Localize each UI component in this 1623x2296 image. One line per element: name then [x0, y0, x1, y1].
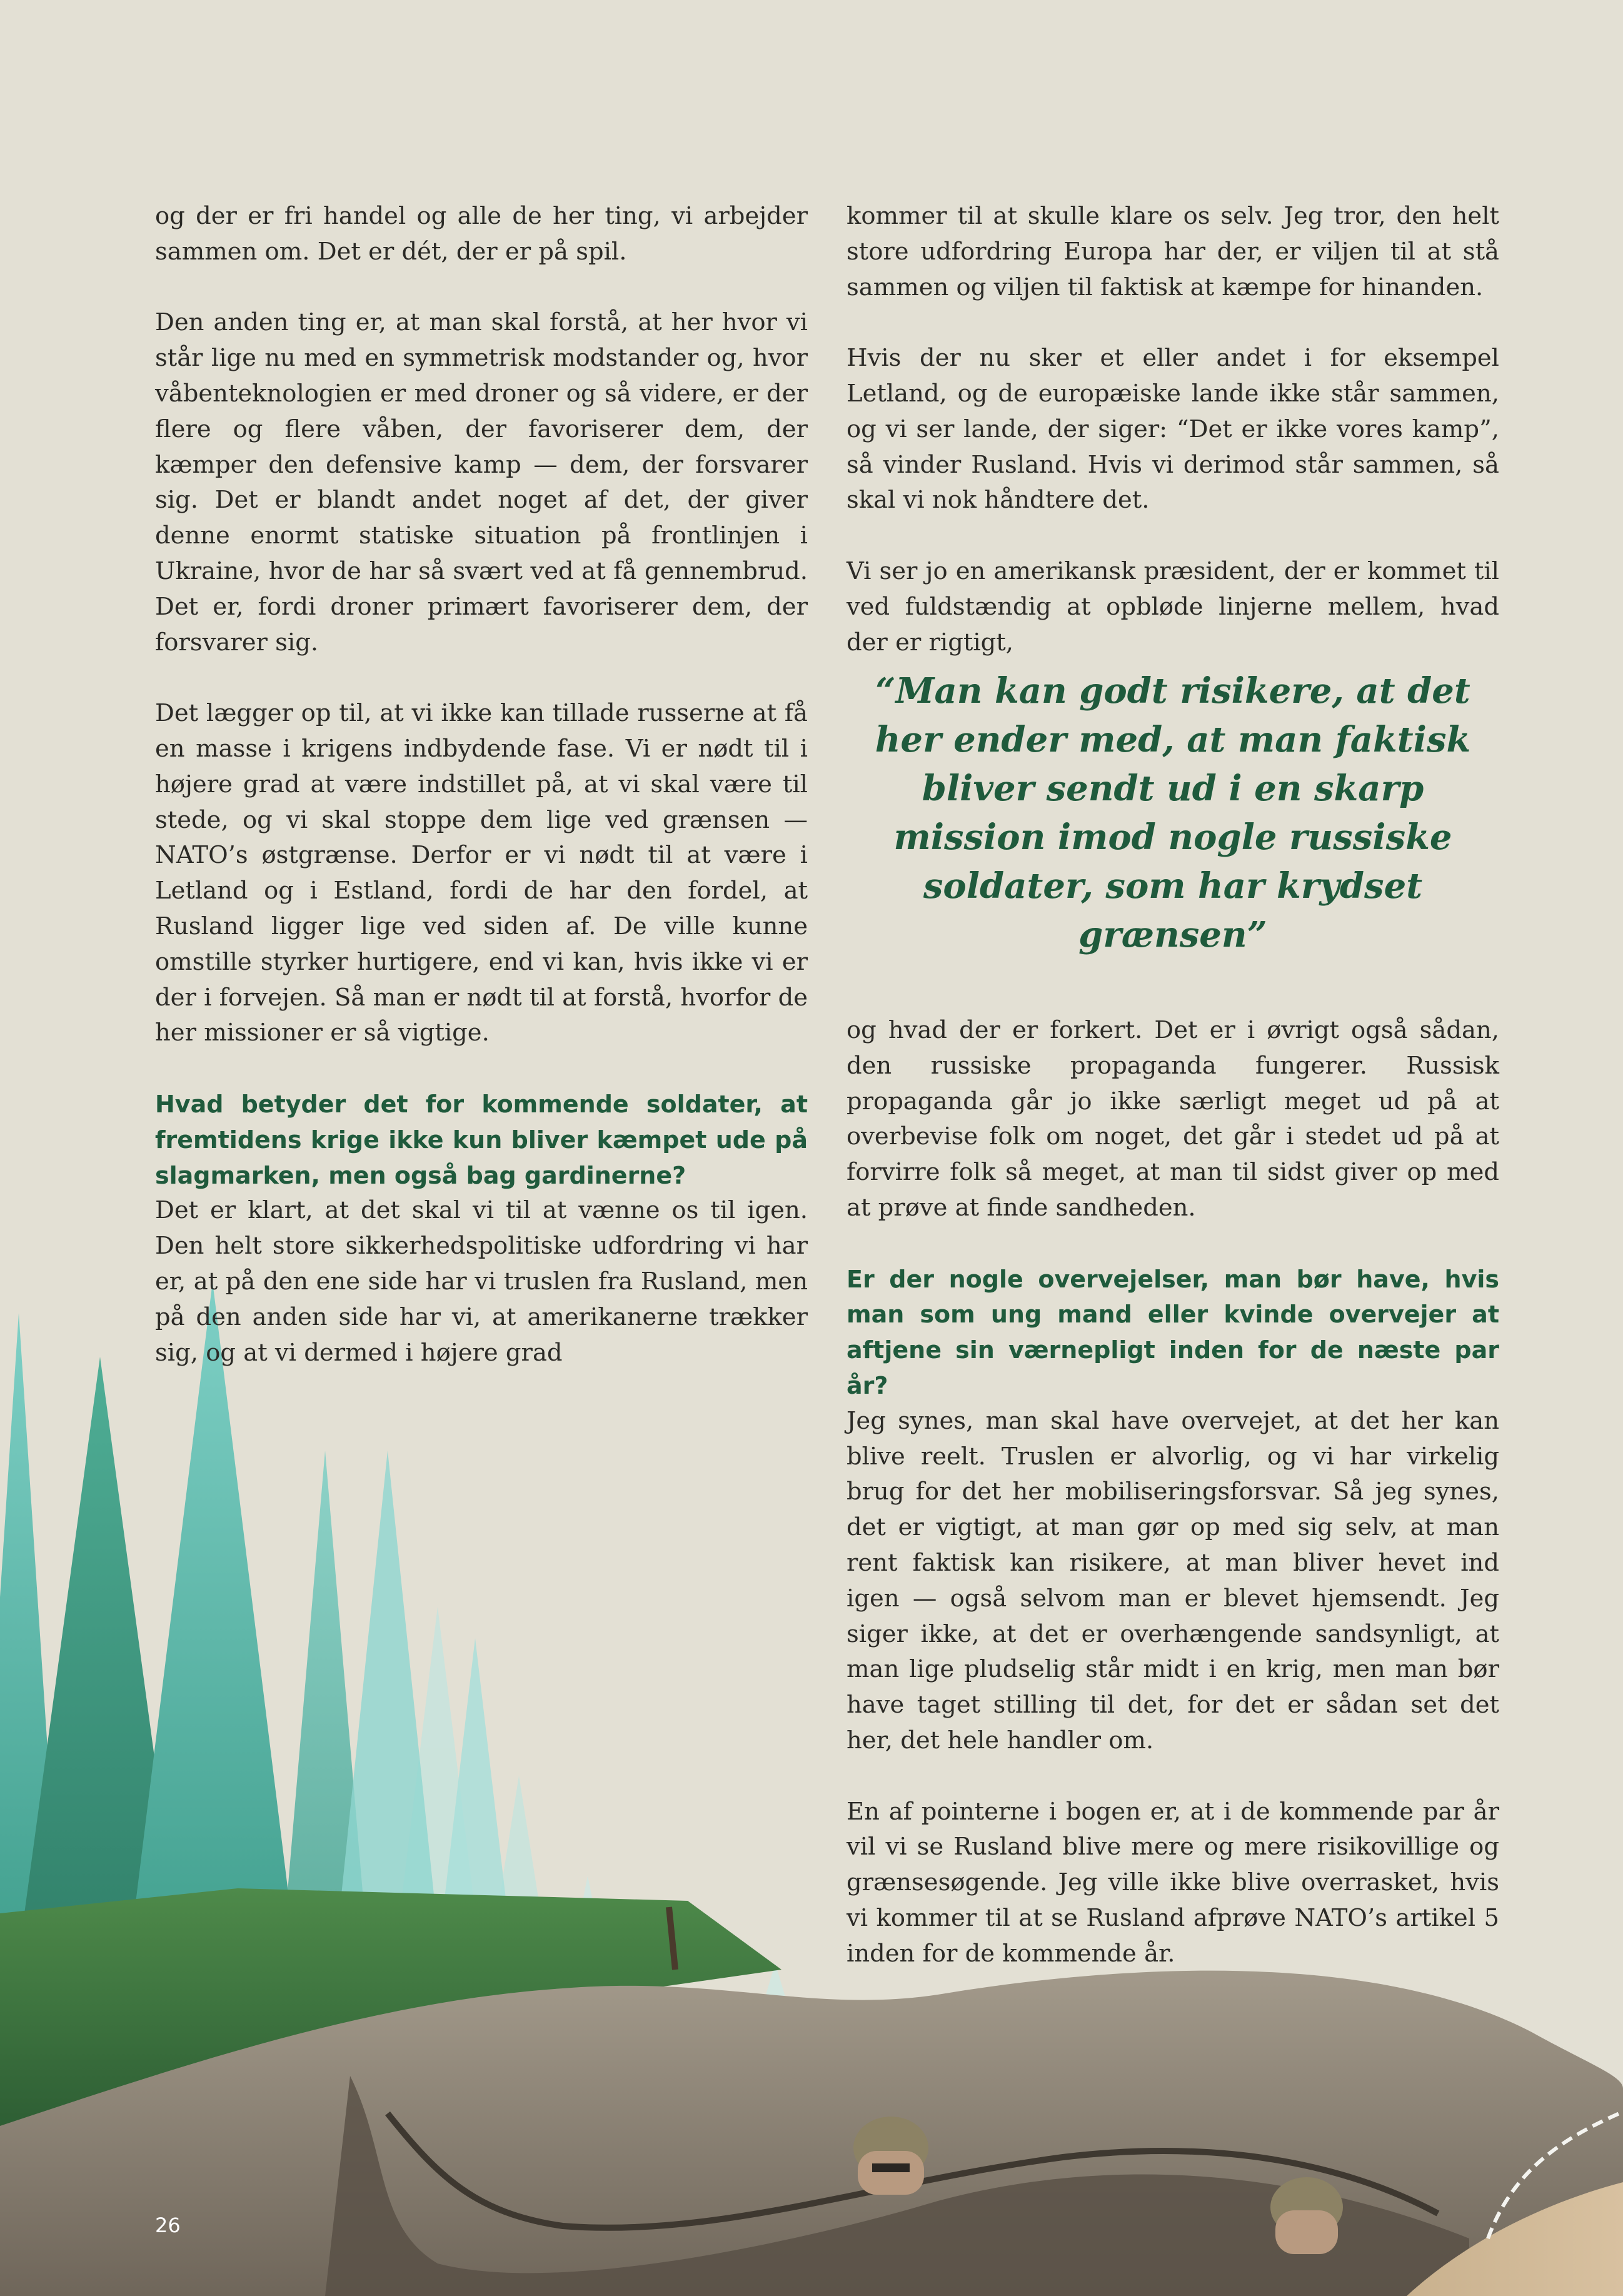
paragraph: og hvad der er forkert. Det er i øvrigt også sådan, den russiske propaganda fungerer. Russisk propaganda går jo ikke særligt meget ud på at overbevise folk om noget, det går i stedet ud på at forvirre folk så meget, at man til sidst giver op med at prøve at finde sandheden. — [847, 1016, 1499, 1222]
interview-question: Er der nogle overvejelser, man bør have, hvis man som ung mand eller kvinde overvejer at aftjene sin værnepligt inden for de næste par år? — [847, 1265, 1499, 1399]
paragraph: kommer til at skulle klare os selv. Jeg tror, den helt store udfordring Europa har der, er viljen til at stå sammen og viljen til faktisk at kæmpe for hinanden. — [847, 202, 1499, 301]
pull-quote: “Man kan godt risikere, at det her ender med, at man faktisk bliver sendt ud i en skarp mission imod nogle russiske soldater, som har krydset grænsen” — [875, 670, 1471, 955]
paragraph: Det lægger op til, at vi ikke kan tillade russerne at få en masse i krigens indbydende fase. Vi er nødt til i højere grad at være indstillet på, at vi skal være til stede, og vi skal stoppe dem lige ved grænsen — NATO’s østgrænse. Derfor er vi nødt til at være i Letland og i Estland, fordi de har den fordel, at Rusland ligger lige ved siden af. De ville kunne omstille styrker hurtigere, end vi kan, hvis ikke vi er der i forvejen. Så man er nødt til at forstå, hvorfor de her missioner er så vigtige. — [155, 699, 808, 1047]
paragraph: Hvis der nu sker et eller andet i for eksempel Letland, og de europæiske lande ikke står sammen, og vi ser lande, der siger: “Det er ikke vores kamp”, så vinder Rusland. Hvis vi derimod står sammen, så skal vi nok håndtere det. — [847, 344, 1499, 515]
paragraph: En af pointerne i bogen er, at i de kommende par år vil vi se Rusland blive mere og mere risikovillige og grænsesøgende. Jeg ville ikke blive overrasket, hvis vi kommer til at se Rusland afprøve NATO’s artikel 5 inden for de kommende år. — [847, 1797, 1499, 1968]
right-column-top — [847, 199, 1499, 660]
left-column — [155, 199, 808, 1371]
paragraph: Det er klart, at det skal vi til at vænne os til igen. Den helt store sikkerhedspolitiske udfordring vi har er, at på den ene side har vi truslen fra Rusland, men på den anden side har vi, at amerikanerne trækker sig, og at vi dermed i højere grad — [155, 1196, 808, 1367]
right-column-bottom — [847, 1013, 1499, 1972]
paragraph: Jeg synes, man skal have overvejet, at det her kan blive reelt. Truslen er alvorlig, og vi har virkelig brug for det her mobiliseringsforsvar. Så jeg synes, det er vigtigt, at man gør op med sig selv, at man rent faktisk kan risikere, at man bliver hevet ind igen — også selvom man er blevet hjemsendt. Jeg siger ikke, at det er overhængende sandsynligt, at man lige pludselig står midt i en krig, men man bør have taget stilling til det, for det er sådan set det her, det hele handler om. — [847, 1406, 1499, 1755]
soldier-1 — [853, 2117, 928, 2195]
paragraph: Den anden ting er, at man skal forstå, at her hvor vi står lige nu med en symmetrisk modstander og, hvor våbenteknologien er med droner og så videre, er der flere og flere våben, der favoriserer dem, der kæmper den defensive kamp — dem, der forsvarer sig. Det er blandt andet noget af det, der giver denne enormt statiske situation på frontlinjen i Ukraine, hvor de har så svært ved at få gennembrud. Det er, fordi droner primært favoriserer dem, der forsvarer sig. — [155, 308, 808, 657]
paragraph: og der er fri handel og alle de her ting, vi arbejder sammen om. Det er dét, der er på spil. — [155, 202, 808, 266]
interview-question: Hvad betyder det for kommende soldater, at fremtidens krige ikke kun bliver kæmpet ude på slagmarken, men også bag gardinerne? — [155, 1090, 808, 1189]
paragraph: Vi ser jo en amerikansk præsident, der er kommet til ved fuldstændig at opbløde linjerne mellem, hvad der er rigtigt, — [847, 556, 1499, 657]
page-number: 26 — [155, 2213, 181, 2237]
soldier-2 — [1270, 2177, 1343, 2254]
